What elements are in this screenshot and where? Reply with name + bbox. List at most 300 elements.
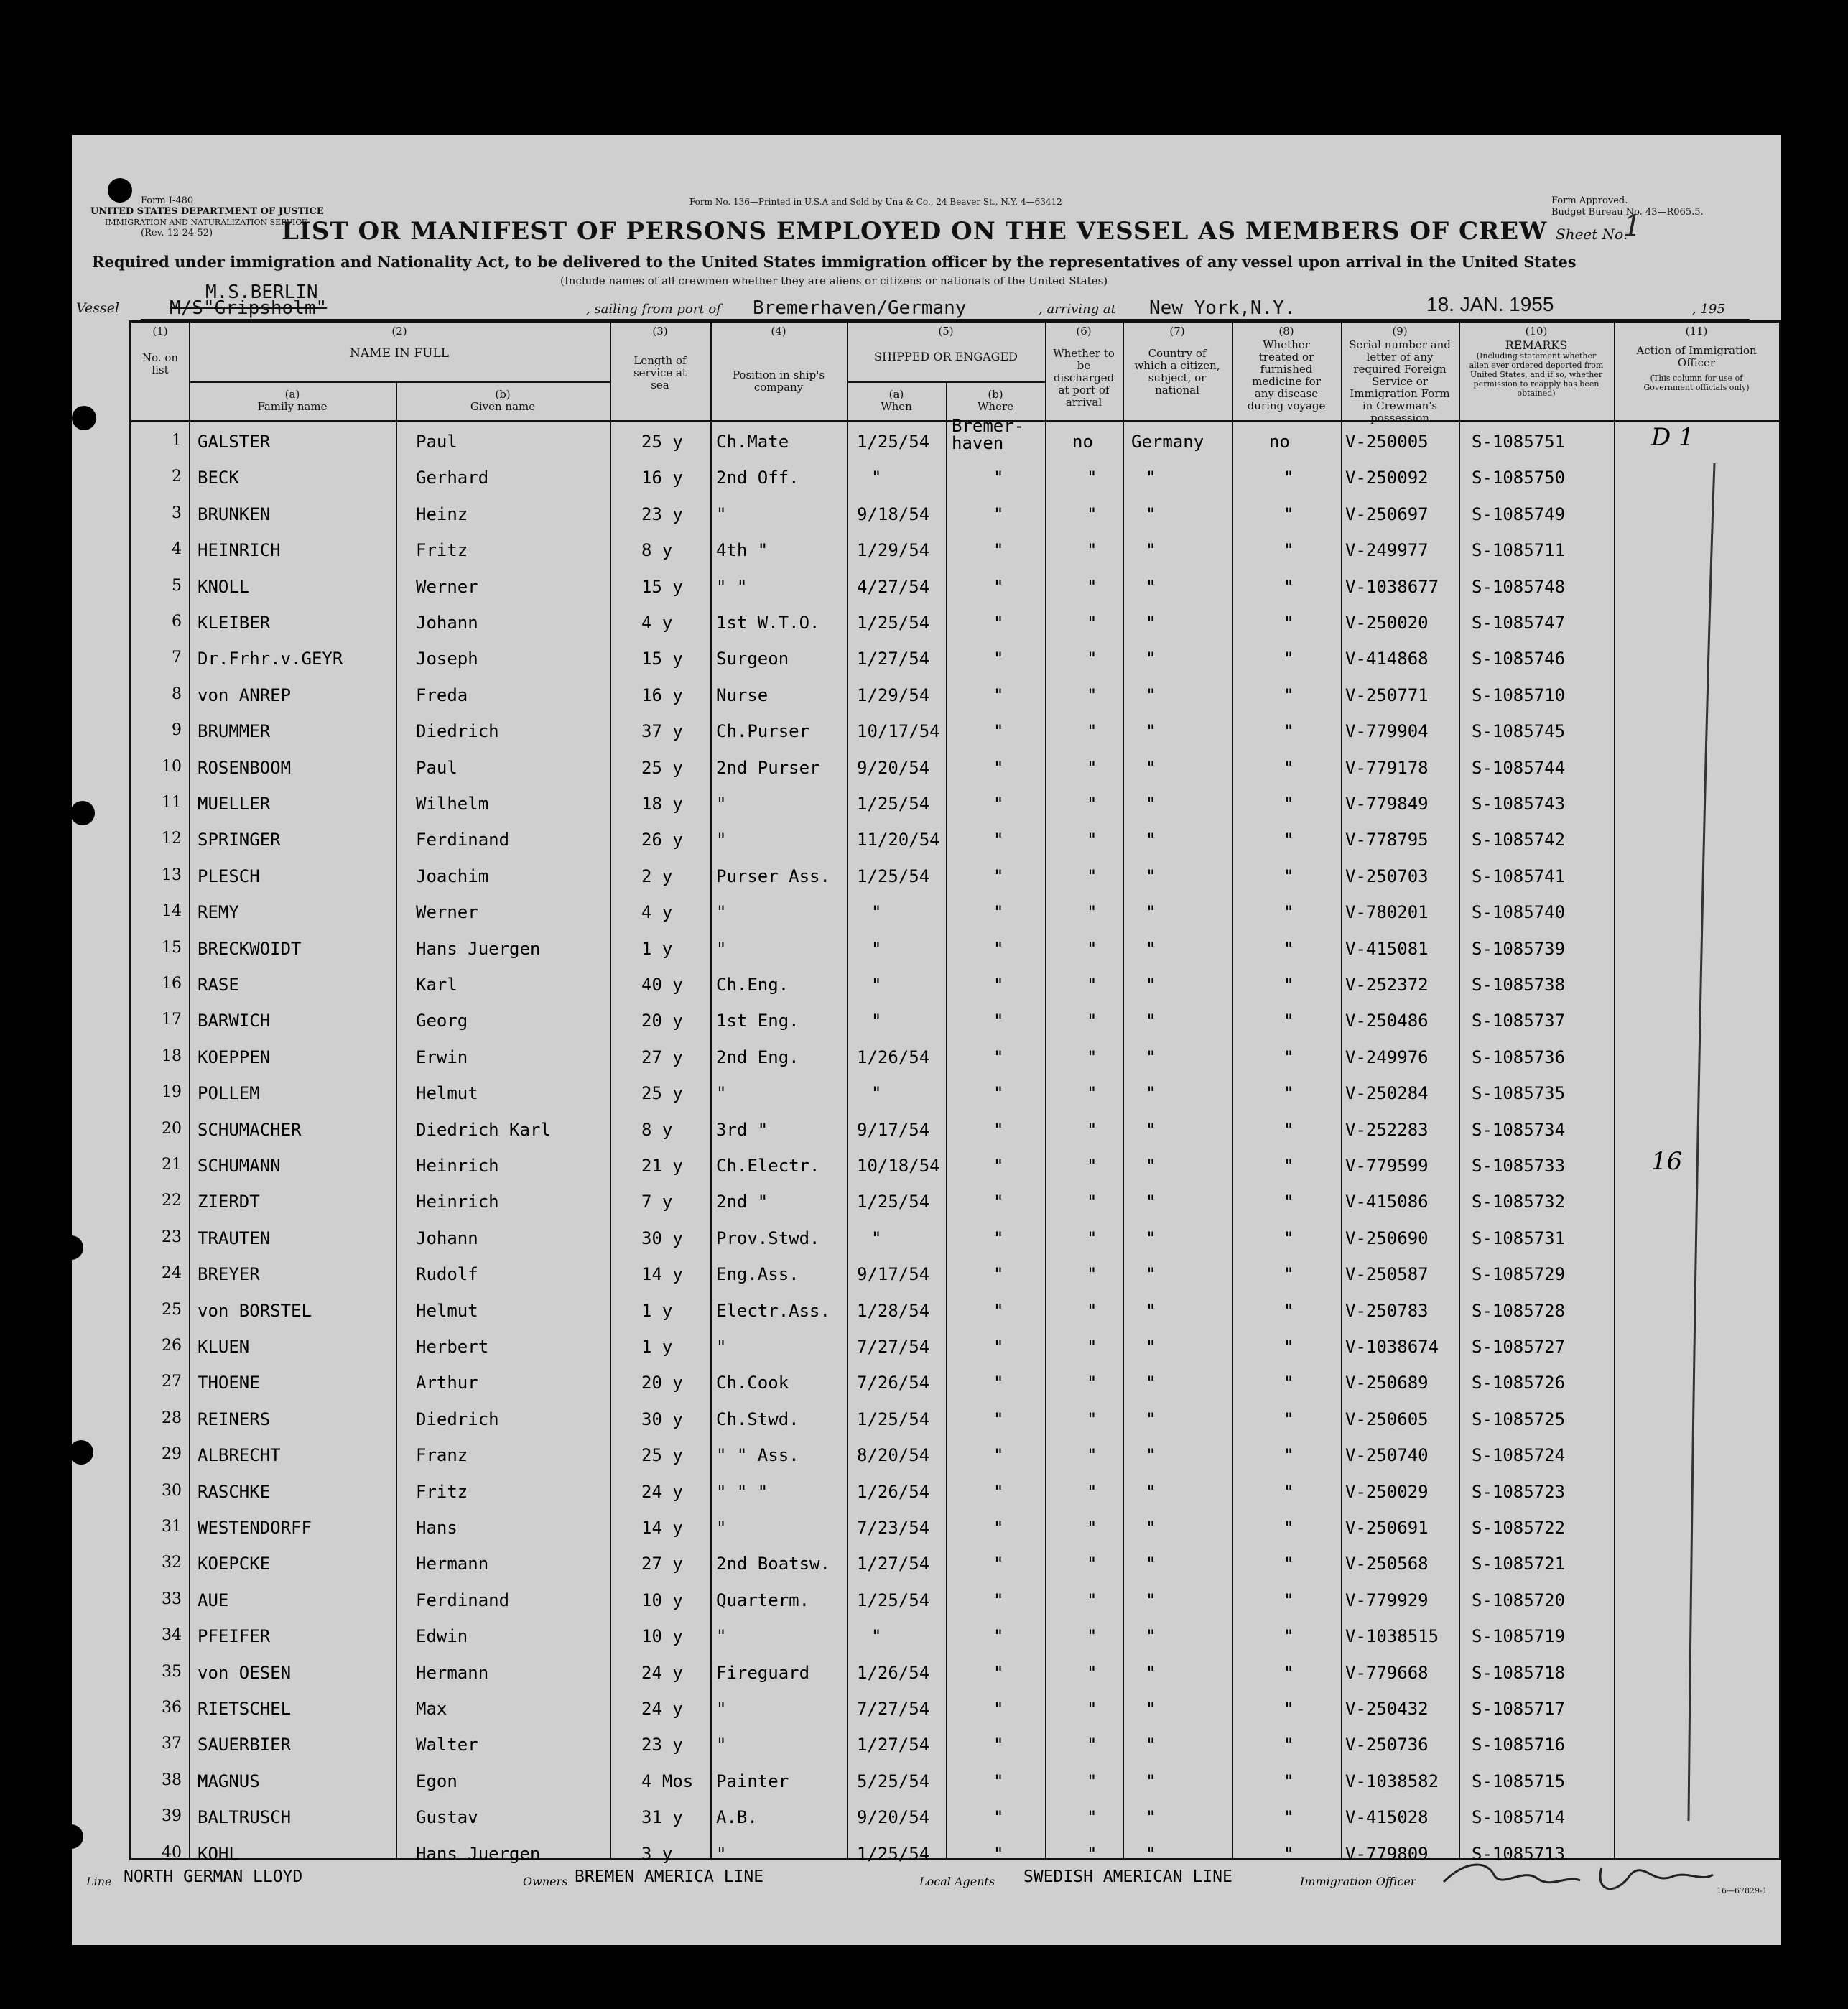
discharged: ": [1087, 685, 1097, 705]
given-name: Paul: [416, 432, 458, 452]
given-name: Hans Juergen: [416, 938, 541, 959]
service-length: 24 y: [641, 1699, 683, 1719]
family-name: PLESCH: [198, 866, 260, 886]
remarks: S-1085716: [1472, 1735, 1566, 1755]
action-tick-line: [1614, 420, 1779, 1857]
engaged-when: 1/25/54: [857, 613, 930, 633]
country: Germany: [1131, 432, 1204, 452]
given-name: Werner: [416, 902, 478, 923]
service-length: 24 y: [641, 1481, 683, 1502]
service-length: 8 y: [641, 540, 673, 561]
serial-number: V-252372: [1345, 975, 1429, 995]
engaged-when: ": [871, 1626, 882, 1647]
engaged-where: ": [993, 866, 1004, 886]
discharged: ": [1087, 830, 1097, 850]
medicine: ": [1283, 757, 1294, 778]
medicine: ": [1283, 468, 1294, 488]
table-row: [131, 1473, 1779, 1509]
service-length: 20 y: [641, 1011, 683, 1031]
position: ": [716, 504, 727, 524]
given-name: Wilhelm: [416, 794, 489, 814]
service-length: 4 Mos: [641, 1771, 694, 1791]
discharged: ": [1087, 540, 1097, 561]
serial-number: V-250486: [1345, 1011, 1429, 1031]
punch-hole: [59, 1235, 83, 1260]
engaged-where: ": [993, 721, 1004, 742]
serial-number: V-779599: [1345, 1156, 1429, 1176]
row-number: 29: [162, 1445, 182, 1464]
engaged-where: ": [993, 1445, 1004, 1466]
row-number: 17: [162, 1011, 182, 1029]
discharged: ": [1087, 1735, 1097, 1755]
table-row: [131, 1690, 1779, 1726]
table-row: [131, 496, 1779, 532]
family-name: BALTRUSCH: [198, 1807, 292, 1828]
given-name: Fritz: [416, 540, 468, 561]
engaged-when: 1/25/54: [857, 1590, 930, 1610]
col5a-label: When: [881, 400, 912, 413]
given-name: Johann: [416, 613, 478, 633]
position: 2nd Purser: [716, 757, 820, 778]
position: ": [716, 1843, 727, 1864]
engaged-where: ": [993, 1047, 1004, 1067]
engaged-where: ": [993, 938, 1004, 959]
medicine: ": [1283, 1373, 1294, 1393]
given-name: Johann: [416, 1228, 478, 1248]
given-name: Helmut: [416, 1083, 478, 1104]
medicine: ": [1283, 721, 1294, 742]
country: ": [1146, 1699, 1156, 1719]
engaged-where: ": [993, 1735, 1004, 1755]
engaged-where: ": [993, 468, 1004, 488]
remarks: S-1085711: [1472, 540, 1566, 561]
row-number: 19: [162, 1083, 182, 1102]
family-name: GALSTER: [198, 432, 271, 452]
medicine: ": [1283, 1337, 1294, 1357]
header-sep: [847, 381, 1045, 383]
given-name: Fritz: [416, 1481, 468, 1502]
remarks: S-1085722: [1472, 1518, 1566, 1538]
discharged: ": [1087, 1662, 1097, 1683]
country: ": [1146, 613, 1156, 633]
engaged-where: ": [993, 1228, 1004, 1248]
remarks: S-1085748: [1472, 576, 1566, 597]
officer-action: 16: [1651, 1147, 1683, 1176]
remarks: S-1085738: [1472, 975, 1566, 995]
given-name: Georg: [416, 1011, 468, 1031]
service-length: 7 y: [641, 1192, 673, 1212]
vessel-line: [76, 284, 1771, 317]
engaged-when: 1/27/54: [857, 1735, 930, 1755]
medicine: ": [1283, 1771, 1294, 1791]
table-row: [131, 1726, 1779, 1762]
engaged-when: 1/27/54: [857, 1554, 930, 1574]
given-name: Joachim: [416, 866, 489, 886]
service-length: 37 y: [641, 721, 683, 742]
engaged-where: ": [993, 757, 1004, 778]
row-number: 7: [172, 649, 182, 667]
serial-number: V-779178: [1345, 757, 1429, 778]
engaged-where: ": [993, 1771, 1004, 1791]
given-name: Hermann: [416, 1662, 489, 1683]
service-length: 27 y: [641, 1554, 683, 1574]
engaged-where: ": [993, 1481, 1004, 1502]
owners-value: BREMEN AMERICA LINE: [575, 1868, 764, 1886]
line-label: Line: [86, 1875, 112, 1888]
medicine: ": [1283, 1735, 1294, 1755]
medicine: ": [1283, 540, 1294, 561]
serial-number: V-779904: [1345, 721, 1429, 742]
table-row: [131, 713, 1779, 748]
serial-number: V-1038582: [1345, 1771, 1439, 1791]
table-row: [131, 604, 1779, 640]
family-name: KOHL: [198, 1843, 239, 1864]
medicine: ": [1283, 1011, 1294, 1031]
engaged-where: ": [993, 1843, 1004, 1864]
remarks: S-1085741: [1472, 866, 1566, 886]
table-row: [131, 894, 1779, 929]
col4-label: Position in ship's company: [732, 368, 825, 394]
col1-header: [131, 325, 189, 376]
given-name: Ferdinand: [416, 830, 510, 850]
remarks: S-1085718: [1472, 1662, 1566, 1683]
discharged: ": [1087, 1843, 1097, 1864]
col2-label: NAME IN FULL: [349, 346, 450, 361]
form-id: Form I-480: [141, 195, 194, 206]
medicine: ": [1283, 1626, 1294, 1647]
col4-num: (4): [771, 325, 786, 338]
engaged-where: ": [993, 649, 1004, 669]
row-number: 37: [162, 1735, 182, 1753]
col2a-header: [189, 389, 396, 413]
vessel-name-crossed: M/S"Gripsholm": [170, 297, 328, 319]
position: " " ": [716, 1481, 769, 1502]
row-number: 4: [172, 540, 182, 559]
family-name: BRUNKEN: [198, 504, 271, 524]
row-number: 22: [162, 1192, 182, 1210]
engaged-where: ": [993, 975, 1004, 995]
discharged: ": [1087, 1626, 1097, 1647]
medicine: ": [1283, 902, 1294, 923]
col5b-num: (b): [988, 388, 1003, 401]
country: ": [1146, 866, 1156, 886]
service-length: 15 y: [641, 649, 683, 669]
col3-label: Length of service at sea: [633, 354, 687, 391]
position: Ch.Purser: [716, 721, 810, 742]
given-name: Diedrich: [416, 721, 499, 742]
serial-number: V-1038677: [1345, 576, 1439, 597]
engaged-when: ": [871, 902, 882, 923]
col11-label: Action of Immigration Officer: [1636, 344, 1757, 369]
col5a-num: (a): [888, 388, 904, 401]
engaged-where: ": [993, 1518, 1004, 1538]
serial-number: V-779849: [1345, 794, 1429, 814]
given-name: Freda: [416, 685, 468, 705]
col8-num: (8): [1278, 325, 1294, 338]
sheet-number: 1: [1623, 210, 1642, 243]
remarks: S-1085725: [1472, 1409, 1566, 1429]
table-row: [131, 821, 1779, 857]
row-number: 38: [162, 1771, 182, 1789]
serial-number: V-778795: [1345, 830, 1429, 850]
medicine: ": [1283, 685, 1294, 705]
discharged: ": [1087, 504, 1097, 524]
table-row: [131, 1545, 1779, 1581]
vessel-underline: [141, 319, 1750, 320]
table-row: [131, 785, 1779, 821]
remarks: S-1085749: [1472, 504, 1566, 524]
table-row: [131, 677, 1779, 713]
row-number: 9: [172, 721, 182, 740]
family-name: ZIERDT: [198, 1192, 260, 1212]
family-name: von BORSTEL: [198, 1300, 312, 1321]
position: ": [716, 1626, 727, 1647]
serial-number: V-250432: [1345, 1699, 1429, 1719]
discharged: ": [1087, 1011, 1097, 1031]
given-name: Herbert: [416, 1337, 489, 1357]
family-name: RASCHKE: [198, 1481, 271, 1502]
remarks: S-1085737: [1472, 1011, 1566, 1031]
form-approved-text: Form Approved.: [1551, 195, 1628, 206]
position: 2nd Eng.: [716, 1047, 799, 1067]
row-number: 16: [162, 975, 182, 993]
service-length: 14 y: [641, 1264, 683, 1285]
position: Prov.Stwd.: [716, 1228, 820, 1248]
country: ": [1146, 938, 1156, 959]
family-name: SPRINGER: [198, 830, 281, 850]
country: ": [1146, 504, 1156, 524]
vessel-label: Vessel: [76, 300, 120, 316]
engaged-when: ": [871, 1083, 882, 1104]
medicine: ": [1283, 1156, 1294, 1176]
remarks: S-1085713: [1472, 1843, 1566, 1864]
position: Electr.Ass.: [716, 1300, 830, 1321]
engaged-where: ": [993, 540, 1004, 561]
serial-number: V-249976: [1345, 1047, 1429, 1067]
remarks: S-1085719: [1472, 1626, 1566, 1647]
medicine: ": [1283, 1807, 1294, 1828]
given-name: Karl: [416, 975, 458, 995]
country: ": [1146, 757, 1156, 778]
serial-number: V-250783: [1345, 1300, 1429, 1321]
country: ": [1146, 1590, 1156, 1610]
engaged-when: 7/23/54: [857, 1518, 930, 1538]
remarks: S-1085750: [1472, 468, 1566, 488]
remarks: S-1085728: [1472, 1300, 1566, 1321]
service-length: 18 y: [641, 794, 683, 814]
col10-sub: (Including statement whether alien ever ordered deported from United States, and if so, whether permission to reapply has been obtained): [1469, 351, 1604, 398]
engaged-when: 8/20/54: [857, 1445, 930, 1466]
position: Ch.Cook: [716, 1373, 789, 1393]
serial-number: V-250005: [1345, 432, 1429, 452]
position: 4th ": [716, 540, 769, 561]
medicine: ": [1283, 1481, 1294, 1502]
country: ": [1146, 685, 1156, 705]
engaged-where: ": [993, 1554, 1004, 1574]
service-length: 1 y: [641, 1337, 673, 1357]
given-name: Hans: [416, 1518, 458, 1538]
table-row: [131, 1618, 1779, 1653]
engaged-when: 9/17/54: [857, 1119, 930, 1140]
punch-hole: [70, 801, 95, 825]
given-name: Gerhard: [416, 468, 489, 488]
position: 1st Eng.: [716, 1011, 799, 1031]
engaged-when: 1/26/54: [857, 1662, 930, 1683]
col11-header: [1614, 325, 1779, 392]
serial-number: V-250029: [1345, 1481, 1429, 1502]
given-name: Arthur: [416, 1373, 478, 1393]
discharged: ": [1087, 468, 1097, 488]
position: ": [716, 1083, 727, 1104]
row-number: 27: [162, 1373, 182, 1391]
discharged: ": [1087, 1409, 1097, 1429]
medicine: ": [1283, 1699, 1294, 1719]
country: ": [1146, 468, 1156, 488]
remarks: S-1085710: [1472, 685, 1566, 705]
engaged-where: ": [993, 1156, 1004, 1176]
country: ": [1146, 540, 1156, 561]
row-number: 33: [162, 1590, 182, 1608]
sailing-label: , sailing from port of: [586, 302, 721, 317]
family-name: BRECKWOIDT: [198, 938, 302, 959]
serial-number: V-250605: [1345, 1409, 1429, 1429]
service-length: 25 y: [641, 432, 683, 452]
engaged-when: 1/27/54: [857, 649, 930, 669]
serial-number: V-250771: [1345, 685, 1429, 705]
family-name: KNOLL: [198, 576, 250, 597]
table-row: [131, 858, 1779, 894]
family-name: von ANREP: [198, 685, 292, 705]
row-number: 23: [162, 1228, 182, 1246]
service-length: 27 y: [641, 1047, 683, 1067]
country: ": [1146, 1373, 1156, 1393]
engaged-where: ": [993, 685, 1004, 705]
row-number: 34: [162, 1626, 182, 1645]
country: ": [1146, 1083, 1156, 1104]
engaged-where: ": [993, 613, 1004, 633]
medicine: ": [1283, 1662, 1294, 1683]
remarks: S-1085734: [1472, 1119, 1566, 1140]
service-length: 3 y: [641, 1843, 673, 1864]
remarks: S-1085715: [1472, 1771, 1566, 1791]
row-number: 15: [162, 938, 182, 957]
given-name: Franz: [416, 1445, 468, 1466]
punch-hole: [69, 1440, 93, 1465]
row-number: 26: [162, 1337, 182, 1355]
discharged: no: [1072, 432, 1093, 452]
remarks: S-1085731: [1472, 1228, 1566, 1248]
country: ": [1146, 721, 1156, 742]
engaged-where: ": [993, 1626, 1004, 1647]
sailing-port: Bremerhaven/Germany: [753, 297, 967, 319]
engaged-when: 10/17/54: [857, 721, 940, 742]
engaged-when: 5/25/54: [857, 1771, 930, 1791]
remarks: S-1085721: [1472, 1554, 1566, 1574]
date-stamp: 18. JAN. 1955: [1426, 293, 1554, 315]
row-number: 5: [172, 576, 182, 595]
family-name: MUELLER: [198, 794, 271, 814]
medicine: ": [1283, 1264, 1294, 1285]
engaged-where: ": [993, 1699, 1004, 1719]
family-name: Dr.Frhr.v.GEYR: [198, 649, 343, 669]
owners-label: Owners: [523, 1875, 568, 1888]
given-name: Max: [416, 1699, 447, 1719]
family-name: SCHUMANN: [198, 1156, 281, 1176]
engaged-when: 1/25/54: [857, 1409, 930, 1429]
service-length: 21 y: [641, 1156, 683, 1176]
country: ": [1146, 1807, 1156, 1828]
row-number: 36: [162, 1699, 182, 1717]
serial-number: V-250092: [1345, 468, 1429, 488]
discharged: ": [1087, 938, 1097, 959]
department-name: UNITED STATES DEPARTMENT OF JUSTICE: [90, 206, 324, 217]
family-name: KOEPPEN: [198, 1047, 271, 1067]
engaged-when: 1/25/54: [857, 1843, 930, 1864]
remarks: S-1085742: [1472, 830, 1566, 850]
table-row: [131, 1002, 1779, 1038]
family-name: WESTENDORFF: [198, 1518, 312, 1538]
engaged-where: ": [993, 1373, 1004, 1393]
arriving-label: , arriving at: [1039, 302, 1116, 317]
row-number: 12: [162, 830, 182, 848]
engaged-where: ": [993, 1409, 1004, 1429]
header-sep: [189, 381, 610, 383]
discharged: ": [1087, 1083, 1097, 1104]
row-number: 10: [162, 757, 182, 776]
country: ": [1146, 1192, 1156, 1212]
officer-action: D 1: [1651, 423, 1694, 452]
position: Purser Ass.: [716, 866, 830, 886]
service-length: 4 y: [641, 902, 673, 923]
engaged-where: ": [993, 1300, 1004, 1321]
service-length: 4 y: [641, 613, 673, 633]
country: ": [1146, 1626, 1156, 1647]
col4-header: [710, 325, 847, 394]
family-name: REMY: [198, 902, 239, 923]
col5a-header: [847, 389, 946, 413]
remarks: S-1085747: [1472, 613, 1566, 633]
engaged-when: 11/20/54: [857, 830, 940, 850]
position: Painter: [716, 1771, 789, 1791]
family-name: BREYER: [198, 1264, 260, 1285]
country: ": [1146, 1264, 1156, 1285]
family-name: ROSENBOOM: [198, 757, 292, 778]
given-name: Ferdinand: [416, 1590, 510, 1610]
discharged: ": [1087, 721, 1097, 742]
position: ": [716, 902, 727, 923]
engaged-when: 9/20/54: [857, 757, 930, 778]
agents-label: Local Agents: [919, 1875, 995, 1888]
row-number: 31: [162, 1518, 182, 1536]
service-length: 1 y: [641, 938, 673, 959]
remarks: S-1085723: [1472, 1481, 1566, 1502]
position: Ch.Stwd.: [716, 1409, 799, 1429]
position: Surgeon: [716, 649, 789, 669]
country: ": [1146, 1662, 1156, 1683]
discharged: ": [1087, 1264, 1097, 1285]
family-name: HEINRICH: [198, 540, 281, 561]
position: ": [716, 1735, 727, 1755]
row-number: 18: [162, 1047, 182, 1065]
table-row: [131, 1437, 1779, 1472]
remarks: S-1085736: [1472, 1047, 1566, 1067]
engaged-when: 9/20/54: [857, 1807, 930, 1828]
remarks: S-1085717: [1472, 1699, 1566, 1719]
table-row: [131, 1582, 1779, 1618]
col2b-label: Given name: [470, 400, 536, 413]
position: ": [716, 794, 727, 814]
table-row: [131, 640, 1779, 676]
